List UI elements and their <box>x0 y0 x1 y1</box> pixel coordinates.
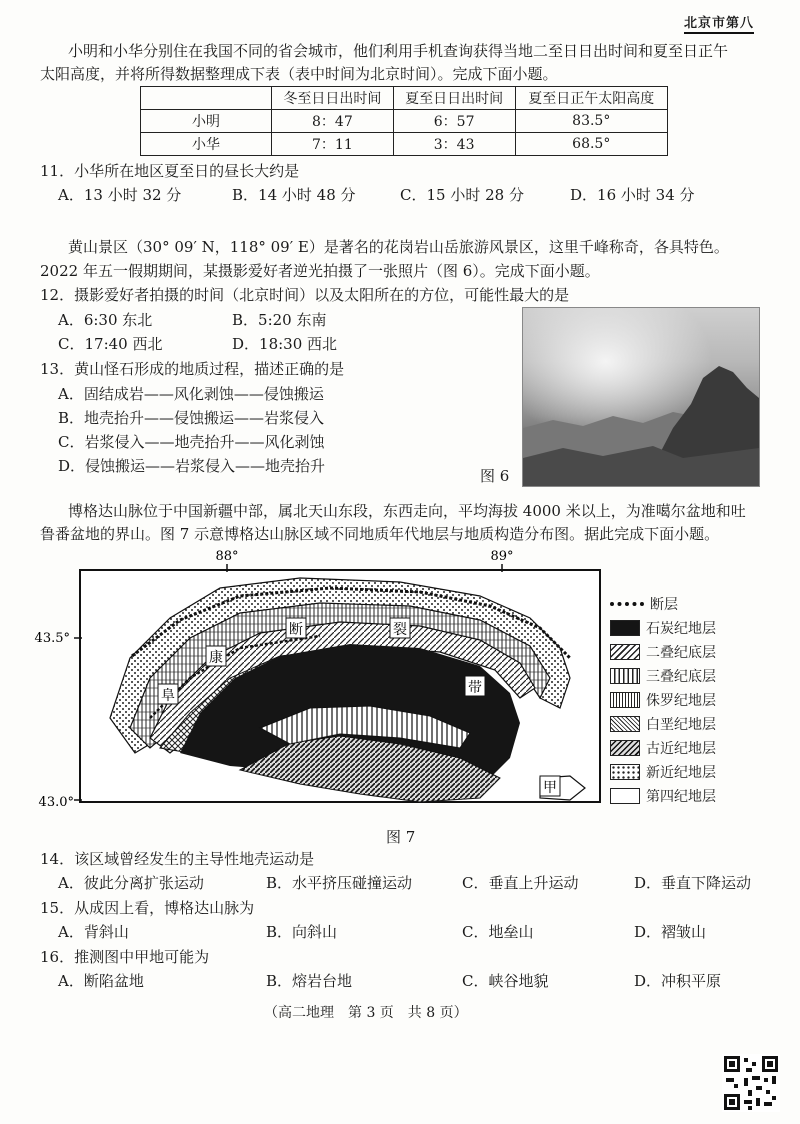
qr-code-icon <box>722 1054 780 1112</box>
legend-item-neogene <box>610 760 716 784</box>
table-row <box>141 133 668 156</box>
table-header-cell: 夏至日日出时间 <box>393 87 515 110</box>
fault-swatch <box>610 602 644 606</box>
q15-option-d: D．褶皱山 <box>634 923 707 941</box>
q11-option-b: B．14 小时 48 分 <box>232 186 356 204</box>
q16-option-d: D．冲积平原 <box>634 972 722 990</box>
table-cell: 6：57 <box>393 110 515 133</box>
fig6-caption: 图 6 <box>480 467 510 485</box>
legend-item-quaternary <box>610 784 716 808</box>
q16-option-b: B．熔岩台地 <box>266 972 353 990</box>
jurassic-swatch <box>610 692 640 708</box>
legend-label: 古近纪地层 <box>646 741 716 757</box>
legend-label: 断层 <box>650 597 678 613</box>
map-label-duan: 断 <box>289 622 303 638</box>
map-label-jia: 甲 <box>543 780 557 796</box>
q15-option-c: C．地垒山 <box>462 923 534 941</box>
legend-item-paleogene <box>610 736 716 760</box>
lat-label-43-0: 43.0° <box>38 795 74 810</box>
neogene-swatch <box>610 764 640 780</box>
legend-item-jurassic <box>610 688 716 712</box>
q11-stem: 11．小华所在地区夏至日的昼长大约是 <box>40 162 300 180</box>
q13-option-a: A．固结成岩——风化剥蚀——侵蚀搬运 <box>58 385 324 403</box>
q15-stem: 15．从成因上看，博格达山脉为 <box>40 899 255 917</box>
q13-option-c: C．岩浆侵入——地壳抬升——风化剥蚀 <box>58 433 325 451</box>
q13-option-d: D．侵蚀搬运——岩浆侵入——地壳抬升 <box>58 457 326 475</box>
map-label-kang: 康 <box>209 650 223 666</box>
legend-label: 新近纪地层 <box>646 765 716 781</box>
cretaceous-swatch <box>610 716 640 732</box>
fig7-caption: 图 7 <box>386 828 416 846</box>
permian-swatch <box>610 644 640 660</box>
intro2-line1: 黄山景区（30° 09′ N，118° 09′ E）是著名的花岗岩山岳旅游风景区，这里千峰称奇，各具特色。 <box>68 238 729 256</box>
q11-option-a: A．13 小时 32 分 <box>58 186 182 204</box>
q16-option-c: C．峡谷地貌 <box>462 972 549 990</box>
page-footer: （高二地理 第 3 页 共 8 页） <box>264 1005 468 1021</box>
legend-label: 白垩纪地层 <box>646 717 716 733</box>
q12-option-a: A．6:30 东北 <box>58 311 153 329</box>
q12-option-c: C．17:40 西北 <box>58 335 163 353</box>
q15-option-b: B．向斜山 <box>266 923 338 941</box>
map-label-fu: 阜 <box>161 688 175 704</box>
q14-stem: 14．该区域曾经发生的主导性地壳运动是 <box>40 850 315 868</box>
quaternary-swatch <box>610 788 640 804</box>
carboniferous-swatch <box>610 620 640 636</box>
table-row <box>141 110 668 133</box>
q14-option-a: A．彼此分离扩张运动 <box>58 874 204 892</box>
triassic-swatch <box>610 668 640 684</box>
legend-label: 第四纪地层 <box>646 789 716 805</box>
table-cell: 3：43 <box>393 133 515 156</box>
table-cell: 小华 <box>141 133 272 156</box>
sunrise-table <box>140 86 668 156</box>
q11-option-d: D．16 小时 34 分 <box>570 186 695 204</box>
paleogene-swatch <box>610 740 640 756</box>
legend-item-fault <box>610 592 716 616</box>
table-cell: 7：11 <box>272 133 394 156</box>
q15-option-a: A．背斜山 <box>58 923 129 941</box>
q14-option-b: B．水平挤压碰撞运动 <box>266 874 413 892</box>
q13-option-b: B．地壳抬升——侵蚀搬运——岩浆侵入 <box>58 409 325 427</box>
legend-item-carboniferous <box>610 616 716 640</box>
lon-label-89: 89° <box>490 549 514 564</box>
lat-label-43-5: 43.5° <box>34 631 70 646</box>
q16-stem: 16．推测图中甲地可能为 <box>40 948 210 966</box>
huangshan-photo <box>522 307 760 487</box>
intro3-line1: 博格达山脉位于中国新疆中部，属北天山东段，东西走向，平均海拔 4000 米以上，为准噶尔盆地和吐 <box>68 502 746 520</box>
legend-item-permian <box>610 640 716 664</box>
mountain-silhouette <box>523 308 759 486</box>
table-cell: 68.5° <box>515 133 668 156</box>
lon-label-88: 88° <box>215 549 239 564</box>
intro2-line2: 2022 年五一假期期间，某摄影爱好者逆光拍摄了一张照片（图 6）。完成下面小题。 <box>40 262 600 280</box>
table-header-cell: 夏至日正午太阳高度 <box>515 87 668 110</box>
table-header-cell <box>141 87 272 110</box>
legend-label: 三叠纪底层 <box>646 669 716 685</box>
fig7-map-area <box>34 548 800 826</box>
intro3-line2: 鲁番盆地的界山。图 7 示意博格达山脉区域不同地质年代地层与地质构造分布图。据此完成下面小题。 <box>40 525 720 543</box>
table-cell: 8：47 <box>272 110 394 133</box>
q14-option-c: C．垂直上升运动 <box>462 874 579 892</box>
legend-item-triassic <box>610 664 716 688</box>
q12-option-d: D．18:30 西北 <box>232 335 338 353</box>
intro1-line2: 太阳高度，并将所得数据整理成下表（表中时间为北京时间）。完成下面小题。 <box>40 65 558 83</box>
q12-option-b: B．5:20 东南 <box>232 311 327 329</box>
q12-stem: 12．摄影爱好者拍摄的时间（北京时间）以及太阳所在的方位，可能性最大的是 <box>40 286 570 304</box>
q11-option-c: C．15 小时 28 分 <box>400 186 524 204</box>
q16-option-a: A．断陷盆地 <box>58 972 144 990</box>
legend-label: 侏罗纪地层 <box>646 693 716 709</box>
table-cell: 小明 <box>141 110 272 133</box>
table-header-cell: 冬至日日出时间 <box>272 87 394 110</box>
map-label-lie: 裂 <box>393 622 407 638</box>
intro1-line1: 小明和小华分别住在我国不同的省会城市，他们利用手机查询获得当地二至日日出时间和夏至日正午 <box>68 42 729 60</box>
legend-item-cretaceous <box>610 712 716 736</box>
q13-stem: 13．黄山怪石形成的地质过程，描述正确的是 <box>40 360 345 378</box>
map-label-dai: 带 <box>468 680 482 696</box>
legend-label: 二叠纪底层 <box>646 645 716 661</box>
table-header-row <box>141 87 668 110</box>
fig7-legend <box>610 592 716 808</box>
q14-option-d: D．垂直下降运动 <box>634 874 752 892</box>
header-stamp: 北京市第八 <box>684 12 754 31</box>
legend-label: 石炭纪地层 <box>646 621 716 637</box>
table-cell: 83.5° <box>515 110 668 133</box>
